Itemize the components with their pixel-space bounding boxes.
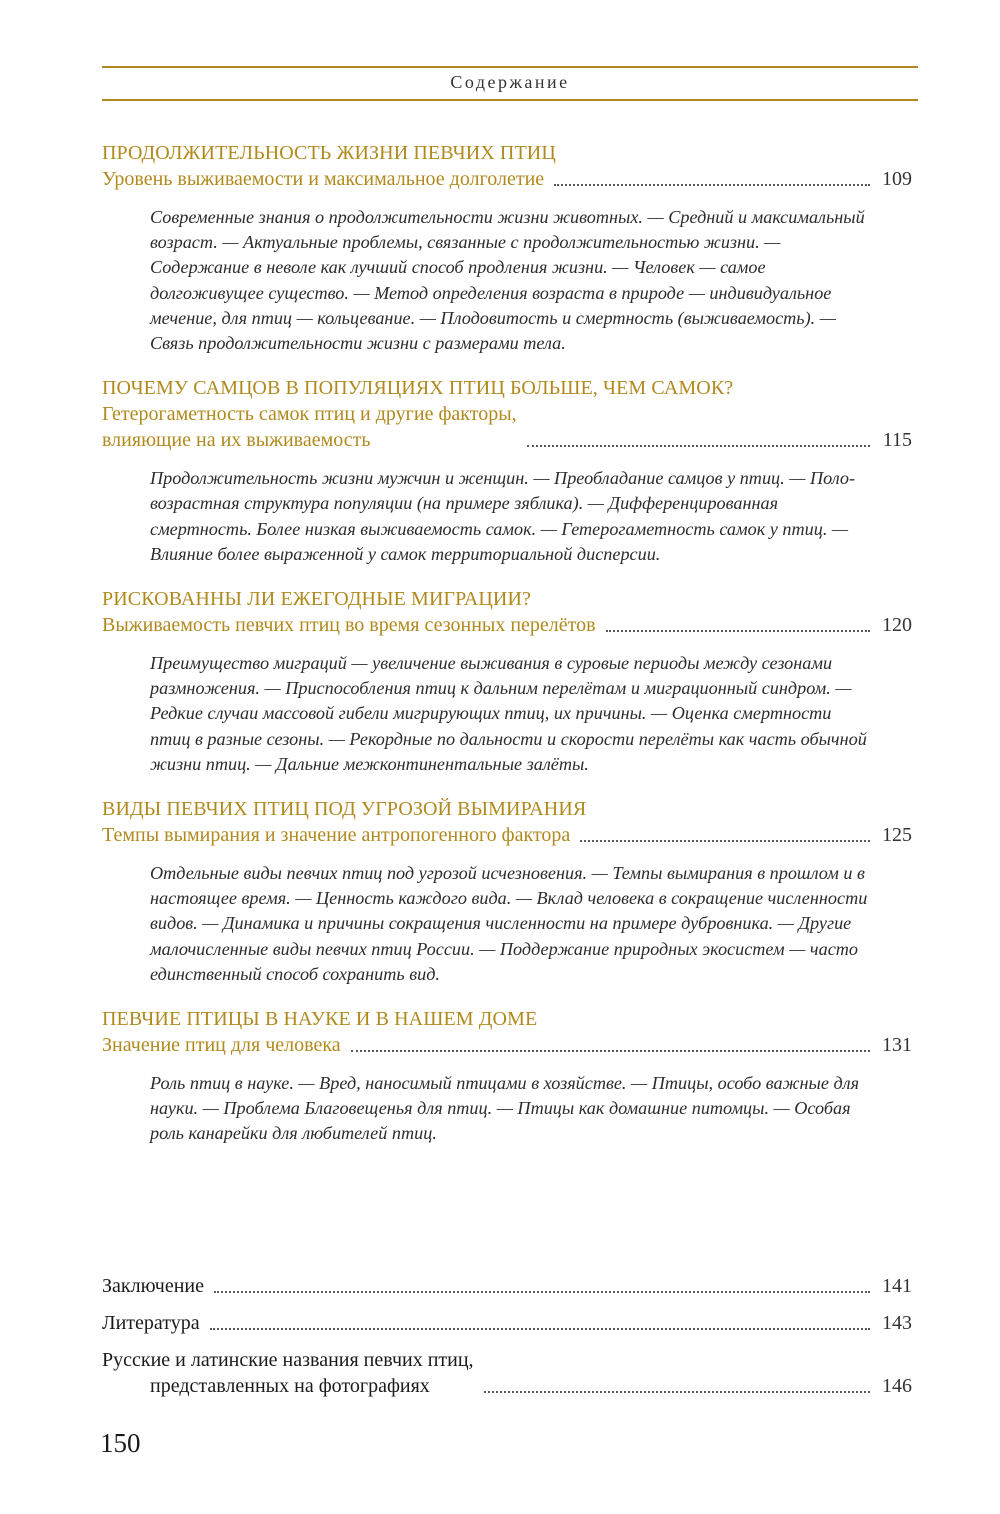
toc-entry-conclusion[interactable] xyxy=(102,1273,912,1299)
section-heading: РИСКОВАННЫ ЛИ ЕЖЕГОДНЫЕ МИГРАЦИИ? xyxy=(102,588,531,611)
section-summary: Роль птиц в науке. — Вред, наносимый птицами в хозяйстве. — Птицы, особо важные для науки. — Проблема Благовещенья для птиц. — Птицы как домашние питомцы. — Особая роль канарейки для любителей птиц. xyxy=(150,1073,860,1144)
toc-entry[interactable] xyxy=(102,822,912,848)
entry-title: Значение птиц для человека xyxy=(102,1034,341,1057)
section-summary: Преимущество миграций — увеличение выживания в суровые периоды между сезонами размножения. — Приспособления птиц к дальним перелётам и миграционный синдром. — Редкие случаи массовой гибели мигрирующих птиц, их причины. — Оценка смертности птиц в разные сезоны. — Рекордные по дальности и скорости перелёты как часть обычной жизни птиц. — Дальние межконтинентальные залёты. xyxy=(150,653,867,774)
entry-title: Гетерогаметность самок птиц и другие факторы, влияющие на их выживаемость xyxy=(102,403,517,452)
entry-title: Русские и латинские названия певчих птиц, представленных на фотографиях xyxy=(102,1349,474,1397)
entry-title: Литература xyxy=(102,1312,200,1334)
toc-section xyxy=(102,586,912,777)
toc-section xyxy=(102,140,912,356)
entry-title: Темпы вымирания и значение антропогенного фактора xyxy=(102,824,571,847)
toc-section xyxy=(102,796,912,987)
section-heading: ПОЧЕМУ САМЦОВ В ПОПУЛЯЦИЯХ ПТИЦ БОЛЬШЕ, ЧЕМ САМОК? xyxy=(102,377,734,400)
page-number: 115 xyxy=(882,429,912,452)
toc-entry[interactable] xyxy=(102,166,912,192)
toc-section xyxy=(102,1006,912,1147)
toc-section xyxy=(102,375,912,567)
entry-title: Выживаемость певчих птиц во время сезонных перелётов xyxy=(102,614,596,637)
dot-leader xyxy=(210,1328,870,1330)
page-folio: 150 xyxy=(100,1428,141,1458)
section-summary: Современные знания о продолжительности жизни животных. — Средний и максимальный возраст. — Актуальные проблемы, связанные с продолжительностью жизни. — Содержание в неволе как лучший способ продления жизни. — Человек — самое долгоживущее существо. — Метод определения возраста в природе — индивидуальное мечение, для птиц — кольцевание. — Плодовитость и смертность (выживаемость). — Связь продолжительности жизни с размерами тела. xyxy=(150,207,865,354)
toc-entry-literature[interactable] xyxy=(102,1310,912,1336)
page-number: 143 xyxy=(882,1312,912,1334)
page-number: 125 xyxy=(882,824,912,847)
toc-entry[interactable] xyxy=(102,1032,912,1058)
entry-title: Заключение xyxy=(102,1275,204,1297)
page-number: 120 xyxy=(882,614,912,637)
back-matter xyxy=(102,1273,912,1410)
toc-sections xyxy=(102,140,912,1166)
section-summary: Продолжительность жизни мужчин и женщин. — Преобладание самцов у птиц. — Поло-возрастная структура популяции (на примере зяблика). — Дифференцированная смертность. Более низкая выживаемость самок. — Гетерогаметность самок у птиц. — Влияние более выраженной у самок территориальной дисперсии. xyxy=(150,468,856,564)
section-heading: ПЕВЧИЕ ПТИЦЫ В НАУКЕ И В НАШЕМ ДОМЕ xyxy=(102,1008,538,1031)
section-heading: ВИДЫ ПЕВЧИХ ПТИЦ ПОД УГРОЗОЙ ВЫМИРАНИЯ xyxy=(102,798,587,821)
header-rule-bottom xyxy=(102,99,918,101)
section-heading: ПРОДОЛЖИТЕЛЬНОСТЬ ЖИЗНИ ПЕВЧИХ ПТИЦ xyxy=(102,142,556,164)
section-summary: Отдельные виды певчих птиц под угрозой исчезновения. — Темпы вымирания в прошлом и в настоящее время. — Ценность каждого вида. — Вклад человека в сокращение численности видов. — Динамика и причины сокращения численности на примере дубровника. — Другие малочисленные виды певчих птиц России. — Поддержание природных экосистем — часто единственный способ сохранить вид. xyxy=(150,863,868,984)
dot-leader xyxy=(580,840,870,842)
page-number: 141 xyxy=(882,1275,912,1297)
entry-title: Уровень выживаемости и максимальное долголетие xyxy=(102,168,545,190)
page-number: 146 xyxy=(882,1375,912,1397)
toc-entry-names-index[interactable] xyxy=(102,1347,912,1399)
header-rule-top xyxy=(102,66,918,68)
page-number: 109 xyxy=(882,168,912,190)
toc-entry[interactable] xyxy=(102,612,912,638)
dot-leader xyxy=(214,1291,870,1293)
dot-leader xyxy=(484,1391,870,1393)
toc-entry[interactable] xyxy=(102,401,912,453)
dot-leader xyxy=(351,1050,870,1052)
dot-leader xyxy=(606,630,870,632)
page-number: 131 xyxy=(882,1034,912,1057)
dot-leader xyxy=(554,184,870,186)
dot-leader xyxy=(527,445,870,447)
running-head: Содержание xyxy=(450,72,570,92)
